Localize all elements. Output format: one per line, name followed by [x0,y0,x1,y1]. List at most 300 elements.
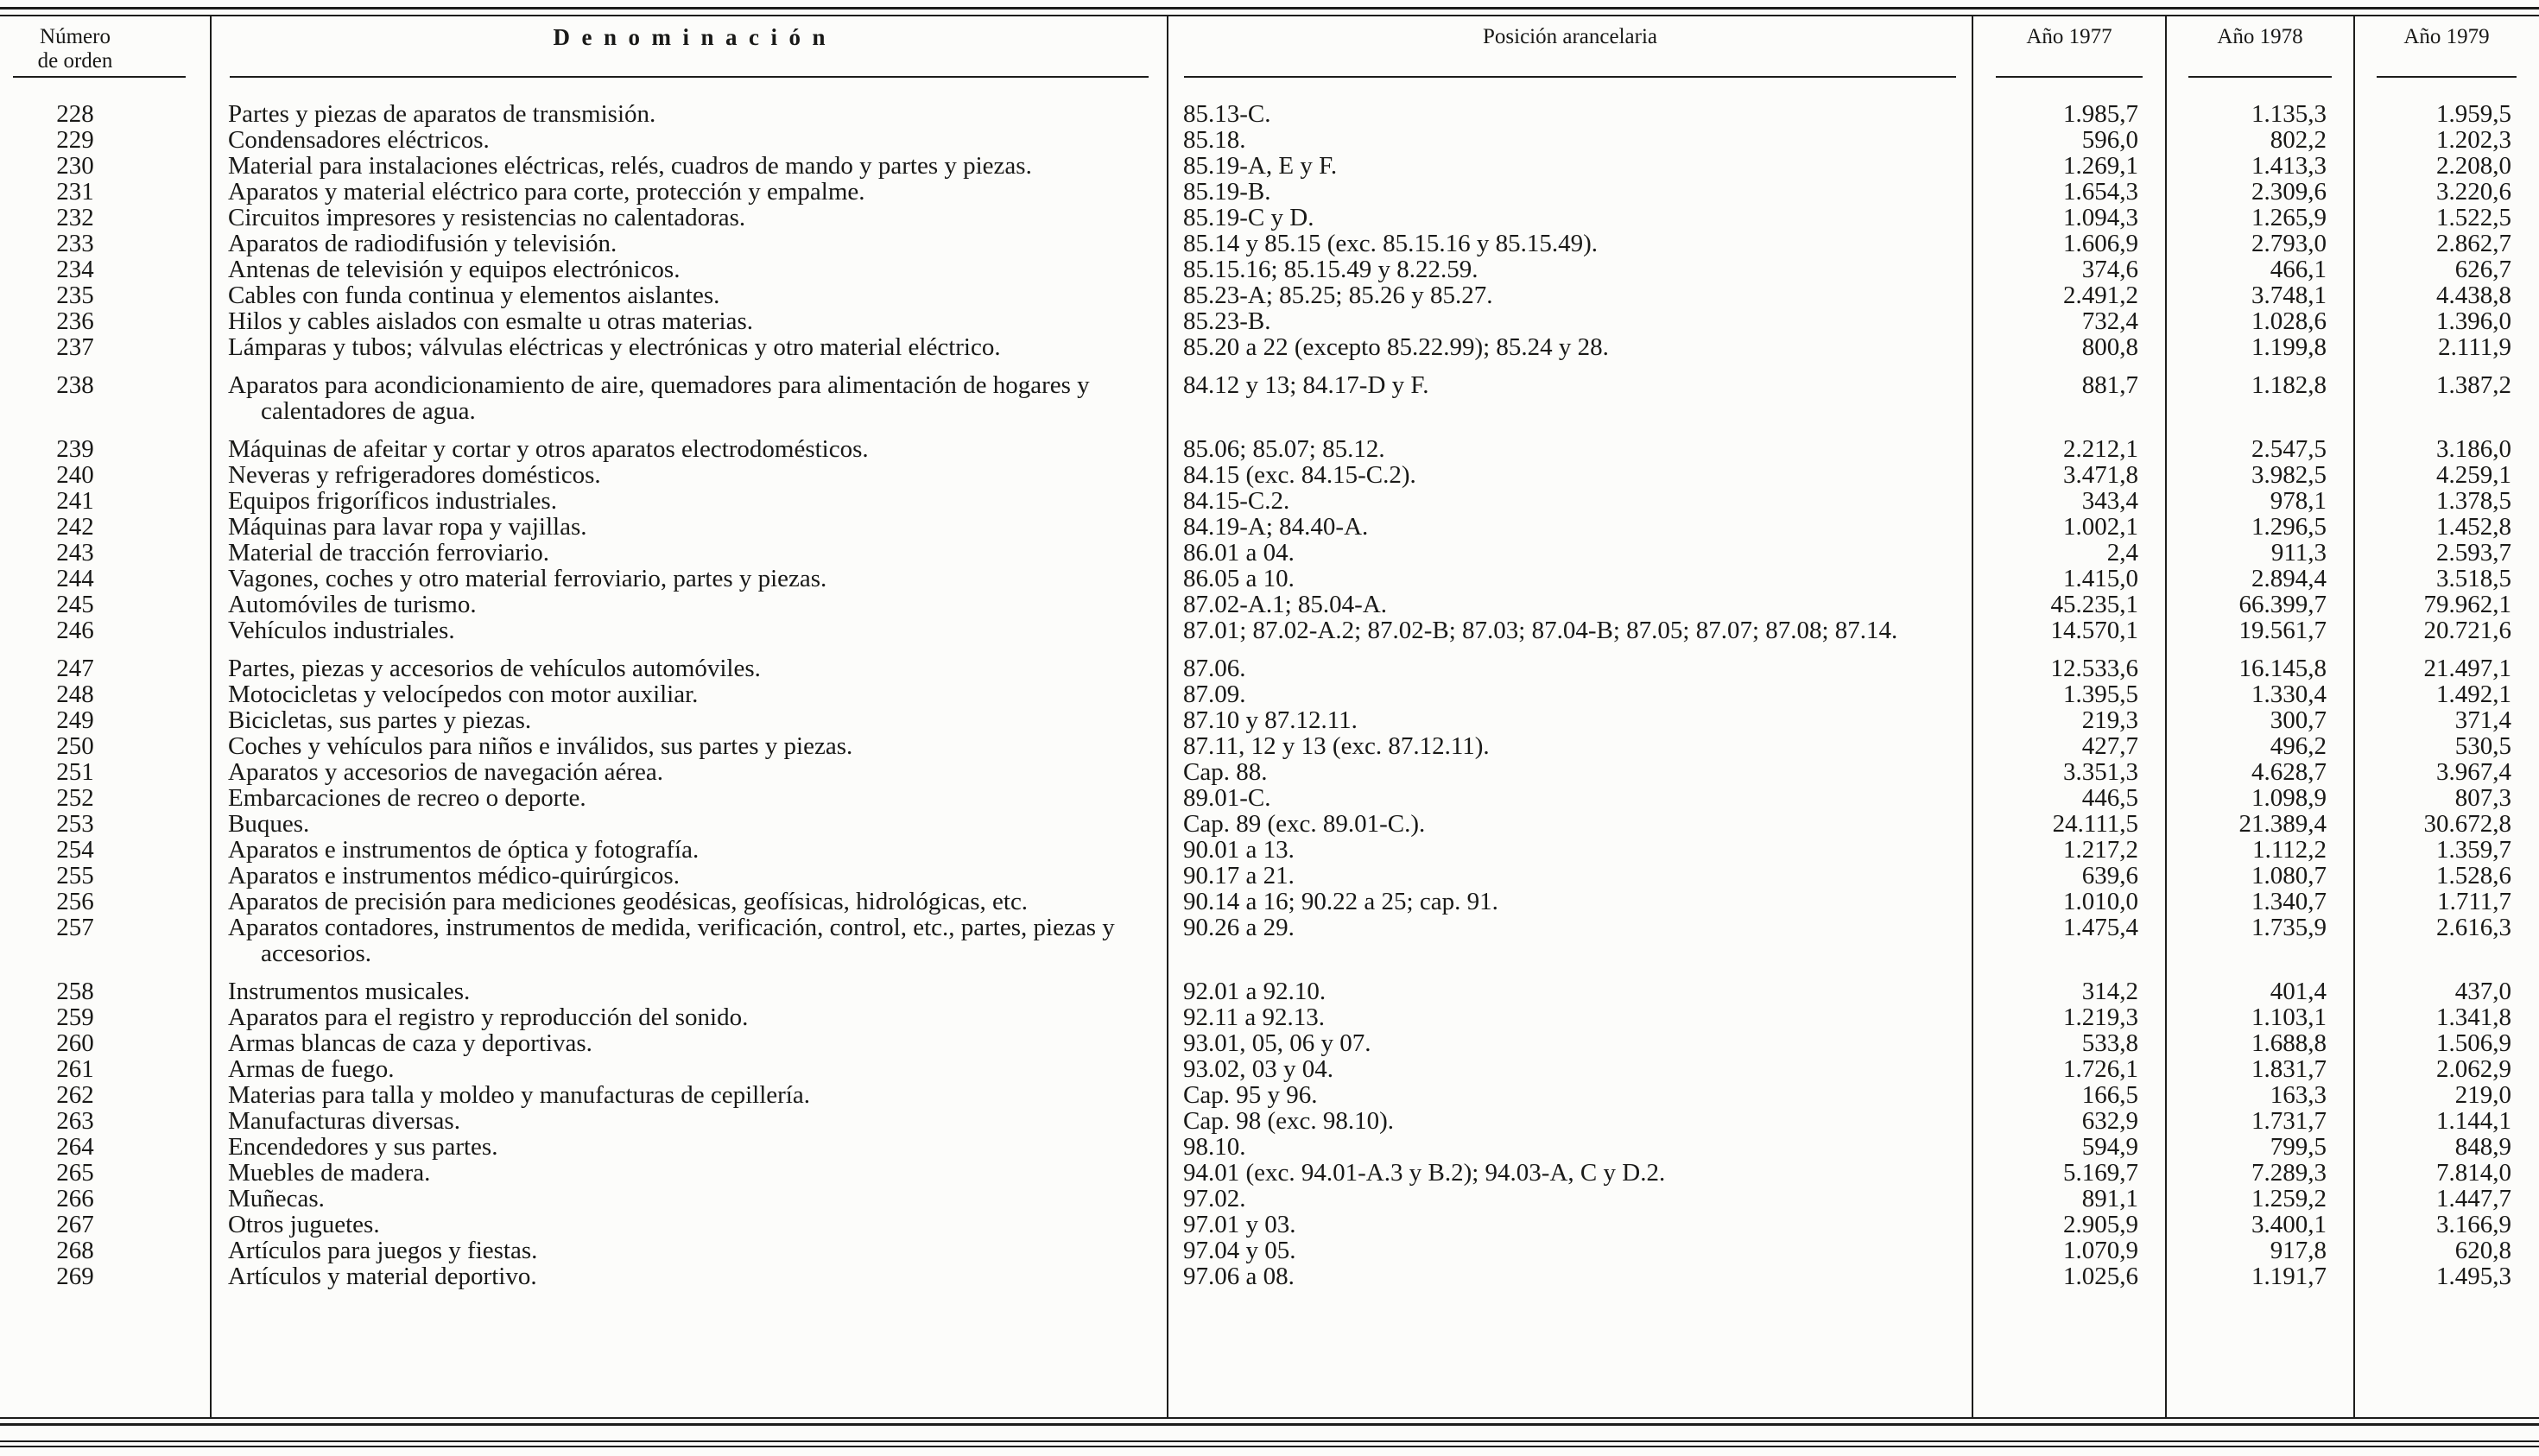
row-posicion [1168,811,1972,837]
row-posicion-text: 85.06; 85.07; 85.12. [1183,435,1385,463]
row-posicion [1168,837,1972,863]
row-anio-1979: 3.220,6 [2436,178,2511,206]
row-posicion-text: 87.06. [1183,655,1246,682]
row-anio-1978: 1.731,7 [2251,1107,2327,1135]
row-denominacion [211,205,1168,231]
header-underline [1184,76,1957,78]
row-anio-1979: 1.396,0 [2436,307,2511,335]
row-anio-1979: 1.387,2 [2436,371,2511,399]
row-denominacion-text: Aparatos y material eléctrico para corte, protección y empalme. [228,178,865,206]
row-anio-1978: 2.547,5 [2251,435,2327,463]
table-body [0,84,2539,1289]
row-numero: 250 [56,732,94,760]
row-denominacion [211,1238,1168,1263]
header-anio-1979 [2354,16,2539,84]
row-numero: 261 [56,1055,94,1083]
row-denominacion-text: Vagones, coches y otro material ferroviario, partes y piezas. [228,565,827,592]
row-numero: 245 [56,591,94,618]
row-denominacion [211,153,1168,179]
table-row [0,707,2539,733]
row-denominacion [211,1134,1168,1160]
row-anio-1979: 1.378,5 [2436,487,2511,515]
header-underline [1996,76,2143,78]
row-denominacion-text: Automóviles de turismo. [228,591,477,618]
row-denominacion-text: Motocicletas y velocípedos con motor auxiliar. [228,681,699,708]
row-denominacion [211,84,1168,127]
row-numero: 228 [56,100,94,128]
row-anio-1977: 2.905,9 [2063,1211,2138,1238]
row-denominacion [211,811,1168,837]
row-denominacion-text: Aparatos para el registro y reproducción del sonido. [228,1003,749,1031]
row-posicion [1168,707,1972,733]
row-denominacion [211,231,1168,256]
table-row [0,785,2539,811]
row-posicion-text: 87.10 y 87.12.11. [1183,706,1358,734]
row-anio-1977: 632,9 [2081,1107,2138,1135]
row-posicion-text: 97.01 y 03. [1183,1211,1296,1238]
row-denominacion [211,179,1168,205]
row-anio-1977: 446,5 [2081,784,2138,812]
row-anio-1979: 79.962,1 [2423,591,2511,618]
row-anio-1978: 1.112,2 [2252,836,2327,864]
row-posicion [1168,1212,1972,1238]
row-denominacion-text: Buques. [228,810,310,838]
row-numero: 232 [56,204,94,231]
row-denominacion-text: Embarcaciones de recreo o deporte. [228,784,586,812]
row-anio-1978: 163,3 [2270,1081,2327,1109]
row-numero: 253 [56,810,94,838]
row-anio-1978: 7.289,3 [2251,1159,2327,1187]
row-denominacion-text: Cables con funda continua y elementos aislantes. [228,282,720,309]
row-posicion-text: 85.23-A; 85.25; 85.26 y 85.27. [1183,282,1493,309]
table-row [0,837,2539,863]
row-posicion-text: Cap. 98 (exc. 98.10). [1183,1107,1395,1135]
row-posicion-text: 85.19-C y D. [1183,204,1314,231]
table-row [0,514,2539,540]
row-posicion-text: 85.19-A, E y F. [1183,152,1338,180]
row-posicion-text: 87.09. [1183,681,1246,708]
row-anio-1978: 1.135,3 [2251,100,2327,128]
row-posicion [1168,785,1972,811]
row-anio-1978: 1.831,7 [2251,1055,2327,1083]
row-numero: 244 [56,565,94,592]
row-anio-1979: 1.144,1 [2436,1107,2511,1135]
table-row [0,617,2539,643]
header-anio-1977-label: Año 1977 [2026,25,2112,48]
row-anio-1977: 314,2 [2081,978,2138,1005]
row-posicion-text: 92.11 a 92.13. [1183,1003,1326,1031]
row-anio-1977: 12.533,6 [2050,655,2138,682]
row-anio-1978: 1.330,4 [2251,681,2327,708]
row-posicion-text: 98.10. [1183,1133,1246,1161]
header-posicion-arancelaria [1168,16,1972,84]
row-posicion [1168,1004,1972,1030]
row-posicion-text: 85.14 y 85.15 (exc. 85.15.16 y 85.15.49). [1183,230,1599,257]
row-numero: 263 [56,1107,94,1135]
row-anio-1978: 1.265,9 [2251,204,2327,231]
row-denominacion [211,1160,1168,1186]
row-posicion [1168,1108,1972,1134]
row-denominacion [211,1056,1168,1082]
table-row [0,360,2539,424]
row-posicion-text: 86.01 a 04. [1183,539,1295,567]
row-posicion [1168,462,1972,488]
row-anio-1978: 1.182,8 [2251,371,2327,399]
row-denominacion-text: Vehículos industriales. [228,617,455,644]
row-denominacion-text: Aparatos de radiodifusión y televisión. [228,230,617,257]
row-posicion [1168,643,1972,681]
header-posicion-label: Posición arancelaria [1483,25,1657,48]
table-row [0,1186,2539,1212]
row-anio-1978: 1.296,5 [2251,513,2327,541]
table-row [0,1238,2539,1263]
row-anio-1977: 800,8 [2081,333,2138,361]
row-numero: 258 [56,978,94,1005]
row-denominacion-text: Armas de fuego. [228,1055,395,1083]
table-header-row [0,16,2539,84]
header-underline [2377,76,2517,78]
row-posicion-text: 86.05 a 10. [1183,565,1295,592]
row-posicion-text: 85.15.16; 85.15.49 y 8.22.59. [1183,256,1478,283]
row-anio-1979: 1.359,7 [2436,836,2511,864]
row-denominacion-text: Equipos frigoríficos industriales. [228,487,557,515]
row-anio-1977: 1.070,9 [2063,1237,2138,1264]
row-anio-1978: 66.399,7 [2238,591,2327,618]
table-row [0,1030,2539,1056]
row-posicion-text: 85.20 a 22 (excepto 85.22.99); 85.24 y 28. [1183,333,1609,361]
table-row [0,334,2539,360]
row-denominacion-text: Material de tracción ferroviario. [228,539,549,567]
table-row [0,592,2539,617]
table-row [0,966,2539,1004]
row-numero: 230 [56,152,94,180]
table-row [0,681,2539,707]
header-denominacion [211,16,1168,84]
row-anio-1979: 626,7 [2454,256,2511,283]
table-row [0,205,2539,231]
row-posicion-text: 94.01 (exc. 94.01-A.3 y B.2); 94.03-A, C y D.2. [1183,1159,1666,1187]
row-anio-1978: 16.145,8 [2238,655,2327,682]
row-numero: 259 [56,1003,94,1031]
header-underline [13,76,186,78]
row-anio-1978: 2.309,6 [2251,178,2327,206]
row-denominacion-text: Bicicletas, sus partes y piezas. [228,706,532,734]
row-anio-1979: 3.518,5 [2436,565,2511,592]
table-row [0,84,2539,127]
row-posicion [1168,84,1972,127]
row-denominacion-text: Material para instalaciones eléctricas, relés, cuadros de mando y partes y piezas. [228,152,1032,180]
row-posicion-text: 93.01, 05, 06 y 07. [1183,1029,1371,1057]
row-anio-1979: 2.593,7 [2436,539,2511,567]
row-numero: 247 [56,655,94,682]
table-row [0,1004,2539,1030]
row-denominacion [211,256,1168,282]
row-anio-1977: 1.002,1 [2063,513,2138,541]
row-denominacion [211,514,1168,540]
row-numero: 236 [56,307,94,335]
row-denominacion [211,785,1168,811]
row-posicion [1168,863,1972,889]
row-anio-1978: 1.340,7 [2251,888,2327,915]
row-denominacion [211,592,1168,617]
row-anio-1979: 1.495,3 [2436,1263,2511,1290]
table-row [0,153,2539,179]
table-row [0,462,2539,488]
row-anio-1978: 19.561,7 [2238,617,2327,644]
table-row [0,256,2539,282]
row-denominacion-text: Manufacturas diversas. [228,1107,460,1135]
row-denominacion-text: Neveras y refrigeradores domésticos. [228,461,601,489]
row-denominacion-text: Armas blancas de caza y deportivas. [228,1029,592,1057]
row-posicion [1168,566,1972,592]
row-posicion-text: 85.18. [1183,126,1246,154]
row-anio-1977: 1.269,1 [2063,152,2138,180]
row-numero: 242 [56,513,94,541]
row-posicion [1168,153,1972,179]
table-row [0,1160,2539,1186]
table-row [0,566,2539,592]
row-anio-1979: 30.672,8 [2423,810,2511,838]
row-anio-1977: 1.985,7 [2063,100,2138,128]
row-anio-1978: 401,4 [2270,978,2327,1005]
row-anio-1977: 374,6 [2081,256,2138,283]
row-denominacion-text: Artículos y material deportivo. [228,1263,537,1290]
row-posicion [1168,205,1972,231]
row-posicion-text: Cap. 88. [1183,758,1268,786]
row-numero: 265 [56,1159,94,1187]
row-numero: 254 [56,836,94,864]
row-anio-1978: 802,2 [2270,126,2327,154]
row-anio-1978: 3.748,1 [2251,282,2327,309]
row-anio-1977: 1.010,0 [2063,888,2138,915]
row-denominacion-text: Aparatos e instrumentos médico-quirúrgicos. [228,862,680,889]
row-posicion [1168,231,1972,256]
row-anio-1977: 1.415,0 [2063,565,2138,592]
table-row [0,308,2539,334]
row-denominacion-text: Partes, piezas y accesorios de vehículos automóviles. [228,655,761,682]
row-denominacion-text: Máquinas de afeitar y cortar y otros aparatos electrodomésticos. [228,435,869,463]
row-posicion [1168,127,1972,153]
row-denominacion [211,733,1168,759]
row-anio-1978: 300,7 [2270,706,2327,734]
row-anio-1979: 3.166,9 [2436,1211,2511,1238]
row-posicion-text: 92.01 a 92.10. [1183,978,1326,1005]
row-anio-1979: 620,8 [2454,1237,2511,1264]
row-posicion-text: 97.02. [1183,1185,1246,1212]
table-row [0,231,2539,256]
table-bottom-rule [0,1417,2539,1426]
row-posicion-text: 84.12 y 13; 84.17-D y F. [1183,371,1429,399]
row-posicion [1168,681,1972,707]
row-anio-1978: 1.413,3 [2251,152,2327,180]
row-posicion [1168,733,1972,759]
row-denominacion [211,759,1168,785]
row-anio-1979: 3.186,0 [2436,435,2511,463]
header-anio-1978 [2166,16,2354,84]
row-posicion-text: 85.23-B. [1183,307,1271,335]
row-posicion [1168,1263,1972,1289]
row-numero: 233 [56,230,94,257]
row-anio-1979: 1.711,7 [2437,888,2511,915]
row-anio-1979: 1.506,9 [2436,1029,2511,1057]
table-row [0,424,2539,462]
row-numero: 235 [56,282,94,309]
row-numero: 240 [56,461,94,489]
row-denominacion-text: Aparatos para acondicionamiento de aire, quemadores para alimentación de hogares y calentadores de agua. [228,371,1090,425]
row-anio-1978: 466,1 [2270,256,2327,283]
row-anio-1977: 1.475,4 [2063,914,2138,941]
row-anio-1979: 219,0 [2454,1081,2511,1109]
row-anio-1977: 45.235,1 [2050,591,2138,618]
row-denominacion-text: Materias para talla y moldeo y manufacturas de cepillería. [228,1081,810,1109]
row-denominacion [211,462,1168,488]
row-anio-1979: 1.202,3 [2436,126,2511,154]
header-underline [230,76,1149,78]
row-anio-1978: 1.028,6 [2251,307,2327,335]
row-anio-1978: 1.098,9 [2251,784,2327,812]
row-posicion-text: 84.15 (exc. 84.15-C.2). [1183,461,1416,489]
row-numero: 255 [56,862,94,889]
row-anio-1979: 2.616,3 [2436,914,2511,941]
row-anio-1977: 343,4 [2081,487,2138,515]
row-posicion [1168,1238,1972,1263]
row-denominacion [211,966,1168,1004]
row-anio-1979: 1.452,8 [2436,513,2511,541]
row-anio-1979: 1.447,7 [2436,1185,2511,1212]
row-numero: 243 [56,539,94,567]
row-anio-1979: 848,9 [2454,1133,2511,1161]
row-anio-1979: 3.967,4 [2436,758,2511,786]
row-anio-1977: 2.491,2 [2063,282,2138,309]
row-posicion [1168,759,1972,785]
row-posicion-text: 89.01-C. [1183,784,1271,812]
row-denominacion [211,488,1168,514]
row-denominacion [211,889,1168,915]
row-anio-1979: 2.111,9 [2438,333,2511,361]
row-numero: 241 [56,487,94,515]
row-denominacion-text: Partes y piezas de aparatos de transmisión. [228,100,656,128]
row-numero: 246 [56,617,94,644]
row-anio-1979: 371,4 [2454,706,2511,734]
header-anio-1979-label: Año 1979 [2403,25,2490,48]
row-denominacion [211,1004,1168,1030]
row-denominacion-text: Aparatos contadores, instrumentos de medida, verificación, control, etc., partes, piezas y accesorios. [228,914,1115,967]
row-posicion [1168,488,1972,514]
row-anio-1977: 1.606,9 [2063,230,2138,257]
row-anio-1977: 5.169,7 [2063,1159,2138,1187]
row-anio-1977: 427,7 [2081,732,2138,760]
row-anio-1979: 807,3 [2454,784,2511,812]
row-posicion [1168,540,1972,566]
row-posicion-text: 87.01; 87.02-A.2; 87.02-B; 87.03; 87.04-B; 87.05; 87.07; 87.08; 87.14. [1183,617,1898,644]
row-anio-1978: 1.688,8 [2251,1029,2327,1057]
row-anio-1978: 917,8 [2270,1237,2327,1264]
row-numero: 249 [56,706,94,734]
row-denominacion [211,681,1168,707]
table-row [0,759,2539,785]
row-numero: 248 [56,681,94,708]
row-anio-1977: 14.570,1 [2050,617,2138,644]
header-underline [2188,76,2332,78]
row-denominacion-text: Aparatos de precisión para mediciones geodésicas, geofísicas, hidrológicas, etc. [228,888,1029,915]
row-denominacion-text: Hilos y cables aislados con esmalte u otras materias. [228,307,754,335]
row-anio-1978: 1.191,7 [2251,1263,2327,1290]
row-posicion [1168,334,1972,360]
row-posicion [1168,1134,1972,1160]
table-row [0,1082,2539,1108]
row-anio-1977: 1.219,3 [2063,1003,2138,1031]
row-anio-1977: 1.395,5 [2063,681,2138,708]
row-denominacion-text: Aparatos y accesorios de navegación aérea. [228,758,664,786]
table-row [0,1134,2539,1160]
row-anio-1978: 1.259,2 [2251,1185,2327,1212]
row-denominacion-text: Artículos para juegos y fiestas. [228,1237,538,1264]
row-posicion [1168,282,1972,308]
row-anio-1978: 1.735,9 [2251,914,2327,941]
row-posicion-text: 90.17 a 21. [1183,862,1295,889]
row-denominacion [211,1082,1168,1108]
row-numero: 267 [56,1211,94,1238]
row-anio-1978: 2.894,4 [2251,565,2327,592]
row-denominacion [211,707,1168,733]
row-anio-1979: 1.959,5 [2436,100,2511,128]
row-denominacion-text: Lámparas y tubos; válvulas eléctricas y electrónicas y otro material eléctrico. [228,333,1001,361]
row-anio-1979: 530,5 [2454,732,2511,760]
row-numero: 257 [56,914,94,941]
row-numero: 256 [56,888,94,915]
row-denominacion-text: Encendedores y sus partes. [228,1133,498,1161]
table-row [0,915,2539,966]
row-posicion [1168,966,1972,1004]
row-denominacion [211,1212,1168,1238]
row-posicion-text: 85.13-C. [1183,100,1271,128]
row-anio-1977: 3.351,3 [2063,758,2138,786]
header-anio-1977 [1972,16,2166,84]
row-posicion [1168,1030,1972,1056]
row-posicion [1168,256,1972,282]
row-anio-1978: 4.628,7 [2251,758,2327,786]
row-denominacion [211,282,1168,308]
row-anio-1979: 1.341,8 [2436,1003,2511,1031]
tariff-table [0,16,2539,1289]
row-anio-1977: 594,9 [2081,1133,2138,1161]
row-denominacion [211,643,1168,681]
row-anio-1978: 496,2 [2270,732,2327,760]
row-anio-1977: 596,0 [2081,126,2138,154]
row-numero: 252 [56,784,94,812]
row-denominacion-text: Muebles de madera. [228,1159,431,1187]
row-anio-1979: 21.497,1 [2423,655,2511,682]
row-posicion-text: Cap. 95 y 96. [1183,1081,1318,1109]
row-anio-1978: 978,1 [2270,487,2327,515]
row-posicion-text: 97.04 y 05. [1183,1237,1296,1264]
row-anio-1979: 1.492,1 [2436,681,2511,708]
row-denominacion-text: Otros juguetes. [228,1211,380,1238]
row-denominacion [211,915,1168,966]
row-denominacion [211,540,1168,566]
row-anio-1978: 3.982,5 [2251,461,2327,489]
table-row [0,643,2539,681]
row-posicion [1168,1160,1972,1186]
table-row [0,1212,2539,1238]
page-bottom-rule [0,1440,2539,1447]
row-posicion [1168,514,1972,540]
row-denominacion [211,127,1168,153]
header-numero-de-orden [0,16,211,84]
row-numero: 266 [56,1185,94,1212]
row-numero: 251 [56,758,94,786]
row-posicion [1168,915,1972,966]
